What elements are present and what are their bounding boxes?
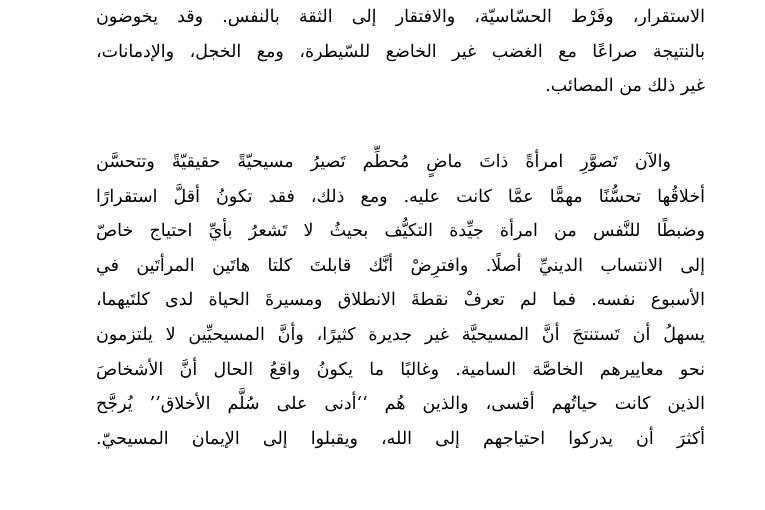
paragraph-2-line-5: الأسبوع نفسه. فما لم تعرفْ نقطةَ الانطلاق ومسيرةَ الحياة لدى كلتَيهما، (96, 290, 705, 311)
paragraph-2 (96, 145, 705, 456)
paragraph-2-line-4: إلى الانتساب الدينيِّ أصلًا. وافترِضْ أنَّك قابلتَ كلتا هاتَين المرأتَين في (96, 255, 705, 276)
paragraph-1-line-1: الاستقرار، وفَرْط الحسّاسيّة، والافتقار إلى الثقة بالنفس. وقد يخوضون (96, 7, 705, 27)
paragraph-1 (96, 0, 705, 104)
paragraph-2-line-7: نحو معاييرهم الخاصَّة السامية. وغالبًا ما يكونُ واقعُ الحال أنَّ الأشخاصَ (96, 359, 705, 380)
paragraph-1-line-2: بالنتيجة صراعًا مع الغضب غير الخاضع للسّيطرة، ومع الخجل، والإدمانات، (96, 41, 705, 62)
paragraph-1-line-3: غير ذلك من المصائب. (545, 76, 705, 97)
paragraph-2-line-3: وضبطًا للنَّفس من امرأة جيِّدة التكيُّف بحيثُ لا تَشعرُ بأيِّ احتياج خاصّ (96, 221, 705, 242)
paragraph-2-line-2: أخلاقُها تحسُّنًا مهمًّا عمَّا كانت عليه. ومع ذلك، فقد تكونُ أقلَّ استقرارًا (96, 186, 705, 207)
paragraph-2-line-1: والآن تَصوَّرِ امرأةً ذاتَ ماضٍ مُحطِّم تَصيرُ مسيحيّةً حقيقيّةً وتتحسَّن (96, 152, 671, 172)
paragraph-2-line-6: يسهلُ أن تَستنتجَ أنَّ المسيحيَّة غير جديرة كثيرًا، وأنَّ المسيحيِّين لا يلتزمون (96, 324, 705, 345)
paragraph-2-line-9: أكثرَ أن يدركوا احتياجهم إلى الله، ويقبلوا إلى الإيمان المسيحيّ. (96, 428, 705, 449)
paragraph-2-line-8: الذين كانت حياتُهم أقسى، والذين هُم ‘‘أدنى على سُلَّم الأخلاق’’ يُرجَّح (96, 394, 705, 415)
